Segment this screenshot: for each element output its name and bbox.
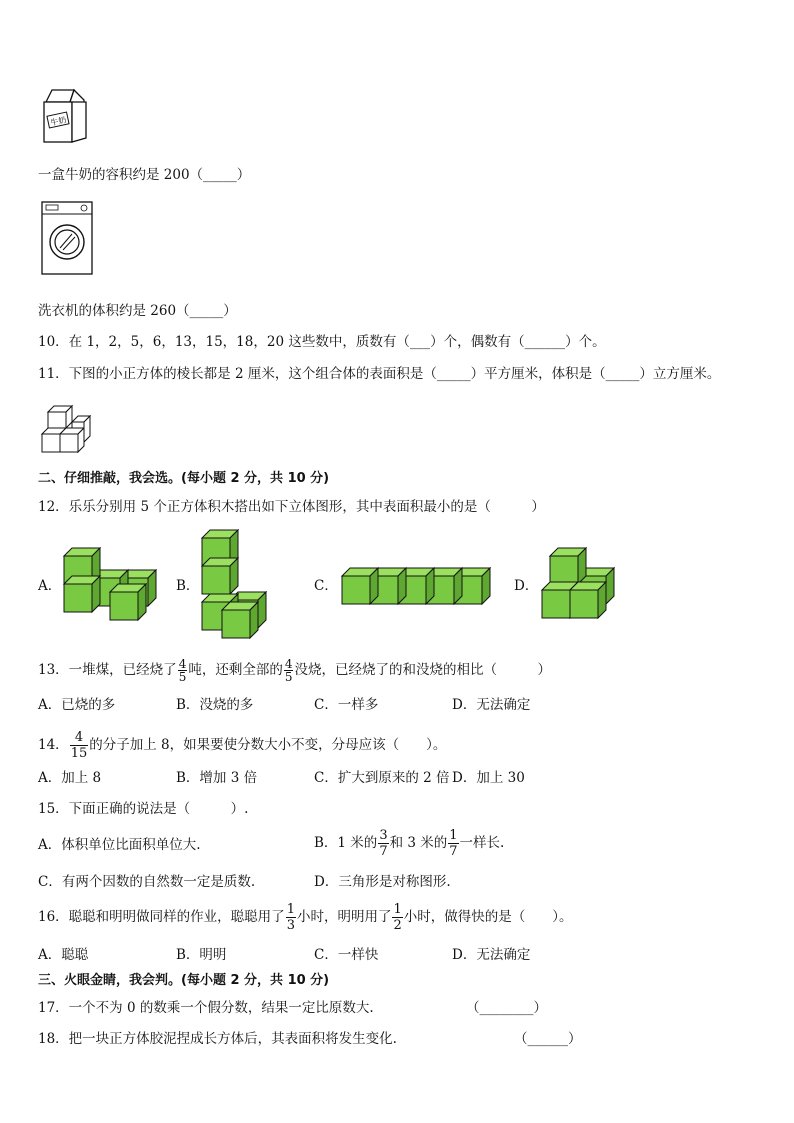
q12-figure-b bbox=[200, 530, 280, 646]
q13-option-a: A．已烧的多 bbox=[38, 697, 116, 713]
q14-option-a: A．加上 8 bbox=[38, 770, 102, 786]
question-12-stem: 12．乐乐分别用 5 个正方体积木搭出如下立体图形，其中表面积最小的是（ ） bbox=[38, 499, 545, 515]
question-13 bbox=[38, 658, 551, 683]
q16-fraction-2: $\frac{1}{2}$ bbox=[393, 902, 402, 933]
q14-option-b: B．增加 3 倍 bbox=[176, 770, 258, 786]
q15-option-c: C．有两个因数的自然数一定是质数. bbox=[38, 874, 256, 890]
q16-option-a: A．聪聪 bbox=[38, 947, 89, 963]
q13-option-d: D．无法确定 bbox=[452, 697, 531, 713]
q18-answer-blank[interactable]: （______） bbox=[514, 1031, 582, 1047]
q13-fraction-2: $\frac{4}{5}$ bbox=[284, 657, 293, 684]
section-2-title: 二、仔细推敲，我会选。(每小题 2 分，共 10 分) bbox=[38, 471, 330, 486]
question-15-stem: 15．下面正确的说法是（ ）. bbox=[38, 801, 249, 817]
q12-figure-c bbox=[340, 564, 500, 608]
q14-part2: 的分子加上 8，如果要使分数大小不变，分母应该（ ）。 bbox=[89, 737, 447, 753]
washer-question: 洗衣机的体积约是 260（_____） bbox=[38, 303, 237, 319]
q16-option-c: C．一样快 bbox=[314, 947, 379, 963]
q12-figure-d bbox=[540, 546, 620, 626]
q14-fraction: $\frac{4}{15}$ bbox=[70, 730, 88, 761]
q15-option-a: A．体积单位比面积单位大. bbox=[38, 837, 201, 853]
milk-label: 牛奶 bbox=[49, 115, 68, 128]
cube bbox=[110, 584, 146, 620]
cube bbox=[202, 558, 238, 594]
cube bbox=[222, 602, 258, 638]
q15-option-b: B．1 米的 $\frac{3}{7}$ 和 3 米的 $\frac{1}{7}$ 一样长. bbox=[314, 828, 505, 859]
q13-fraction-1: $\frac{4}{5}$ bbox=[178, 657, 187, 684]
q17-answer-blank[interactable]: （________） bbox=[466, 1000, 547, 1016]
q15-fraction-2: $\frac{1}{7}$ bbox=[449, 828, 458, 859]
question-11: 11．下图的小正方体的棱长都是 2 厘米，这个组合体的表面积是（_____）平方厘米，体积是（_____）立方厘米。 bbox=[38, 366, 721, 382]
washing-machine-image bbox=[40, 200, 96, 276]
q13-option-c: C．一样多 bbox=[314, 697, 379, 713]
q16-option-b: B．明明 bbox=[176, 947, 227, 963]
q13-option-b: B．没烧的多 bbox=[176, 697, 254, 713]
question-17: 17．一个不为 0 的数乘一个假分数，结果一定比原数大. bbox=[38, 1000, 374, 1016]
q13-part2: 吨，还剩全部的 bbox=[188, 662, 283, 678]
q14-part1: 14． bbox=[38, 737, 69, 753]
q12-figure-a bbox=[62, 546, 162, 626]
q15-option-d: D．三角形是对称图形. bbox=[314, 874, 451, 890]
cube bbox=[342, 568, 378, 604]
q16-option-d: D．无法确定 bbox=[452, 947, 531, 963]
section-3-title: 三、火眼金睛，我会判。(每小题 2 分，共 10 分) bbox=[38, 973, 330, 988]
q16-fraction-1: $\frac{1}{3}$ bbox=[286, 902, 295, 933]
q13-part3: 没烧，已经烧了的和没烧的相比（ ） bbox=[294, 662, 551, 678]
question-18: 18．把一块正方体胶泥捏成长方体后，其表面积将发生变化. bbox=[38, 1031, 397, 1047]
question-10: 10．在 1，2，5，6，13，15，18，20 这些数中，质数有（___）个，偶数有（______）个。 bbox=[38, 334, 606, 350]
q12-label-b: B． bbox=[176, 578, 200, 594]
q14-option-d: D．加上 30 bbox=[452, 770, 525, 786]
cube bbox=[64, 576, 100, 612]
q13-part1: 13．一堆煤，已经烧了 bbox=[38, 662, 177, 678]
question-16: 16．聪聪和明明做同样的作业，聪聪用了 $\frac{1}{3}$ 小时，明明用了 $\frac{1}{2}$ 小时，做得快的是（ ）。 bbox=[38, 902, 573, 933]
q14-option-c: C．扩大到原来的 2 倍 bbox=[314, 770, 450, 786]
cube bbox=[550, 548, 586, 584]
milk-question: 一盒牛奶的容积约是 200（_____） bbox=[38, 167, 251, 183]
q15-fraction-1: $\frac{3}{7}$ bbox=[379, 828, 388, 859]
q12-label-a: A． bbox=[38, 578, 62, 594]
q12-label-c: C． bbox=[314, 578, 338, 594]
question-14 bbox=[38, 730, 446, 761]
milk-carton-image bbox=[40, 88, 90, 148]
cube-combination-image bbox=[40, 404, 100, 458]
cube bbox=[570, 582, 606, 618]
q12-label-d: D． bbox=[514, 578, 539, 594]
